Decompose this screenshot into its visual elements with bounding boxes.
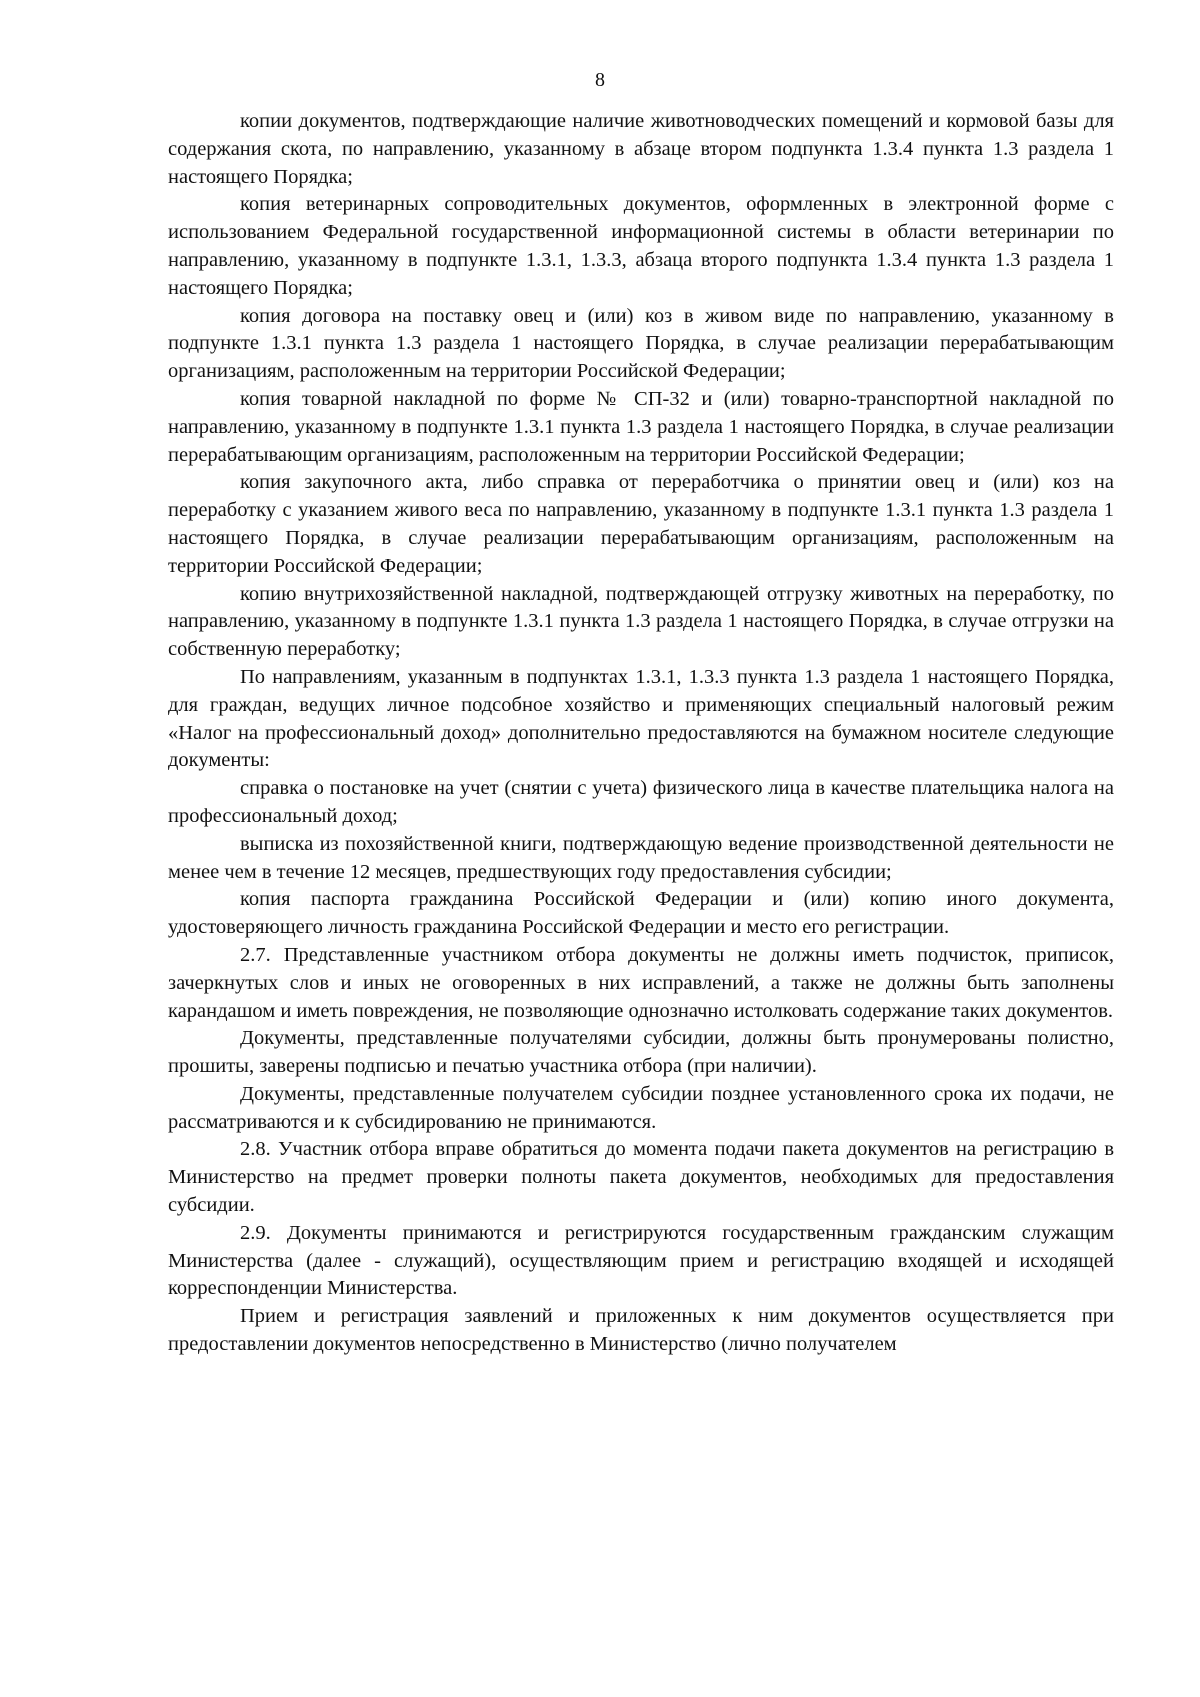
document-body xyxy=(168,108,1114,1359)
paragraph-household-book: выписка из похозяйственной книги, подтверждающую ведение производственной деятельности не менее чем в течение 12 месяцев, предшествующих году предоставления субсидии; xyxy=(168,832,1114,883)
paragraph-passport-copy: копия паспорта гражданина Российской Федерации и (или) копию иного документа, удостоверяющего личность гражданина Российской Федерации и место его регистрации. xyxy=(168,888,1114,939)
paragraph-supply-contract: копия договора на поставку овец и (или) коз в живом виде по направлению, указанному в подпункте 1.3.1 пункта 1.3 раздела 1 настоящего Порядка, в случае реализации перерабатывающим организациям, расположенным на территории Российской Федерации; xyxy=(168,304,1114,383)
paragraph-purchase-act: копия закупочного акта, либо справка от переработчика о принятии овец и (или) коз на переработку с указанием живого веса по направлению, указанному в подпункте 1.3.1 пункта 1.3 раздела 1 настоящего Порядка, в случае реализации перерабатывающим организациям, расположенным на территории Российской Федерации; xyxy=(168,471,1114,577)
paragraph-livestock-premises: копии документов, подтверждающие наличие животноводческих помещений и кормовой базы для содержания скота, по направлению, указанному в абзаце втором подпункта 1.3.4 пункта 1.3 раздела 1 настоящего Порядка; xyxy=(168,110,1114,188)
paragraph-acceptance: Прием и регистрация заявлений и приложенных к ним документов осуществляется при предоставлении документов непосредственно в Министерство (лично получателем xyxy=(168,1305,1114,1356)
paragraph-veterinary-documents: копия ветеринарных сопроводительных документов, оформленных в электронной форме с использованием Федеральной государственной информационной системы в области ветеринарии по направлению, указанному в подпункте 1.3.1, 1.3.3, абзаца второго подпункта 1.3.4 пункта 1.3 раздела 1 настоящего Порядка; xyxy=(168,193,1114,299)
paragraph-tax-registration: справка о постановке на учет (снятии с учета) физического лица в качестве плательщика налога на профессиональный доход; xyxy=(168,777,1114,827)
page-number: 8 xyxy=(595,69,605,91)
paragraph-2-9: 2.9. Документы принимаются и регистрируются государственным гражданским служащим Министерства (далее - служащий), осуществляющим прием и регистрацию входящей и исходящей корреспонденции Министерства. xyxy=(168,1221,1114,1300)
paragraph-2-7: 2.7. Представленные участником отбора документы не должны иметь подчисток, приписок, зачеркнутых слов и иных не оговоренных в них исправлений, а также не должны быть заполнены карандашом и иметь повреждения, не позволяющие однозначно истолковать содержание таких документов. xyxy=(168,943,1114,1022)
paragraph-numbering: Документы, представленные получателями субсидии, должны быть пронумерованы полистно, прошиты, заверены подписью и печатью участника отбора (при наличии). xyxy=(168,1027,1114,1078)
paragraph-internal-waybill: копию внутрихозяйственной накладной, подтверждающей отгрузку животных на переработку, по направлению, указанному в подпункте 1.3.1 пункта 1.3 раздела 1 настоящего Порядка, в случае отгрузки на собственную переработку; xyxy=(168,582,1114,661)
paragraph-waybill: копия товарной накладной по форме № СП-32 и (или) товарно-транспортной накладной по направлению, указанному в подпункте 1.3.1 пункта 1.3 раздела 1 настоящего Порядка, в случае реализации перерабатывающим организациям, расположенным на территории Российской Федерации; xyxy=(168,387,1114,466)
paragraph-self-employed-citizens: По направлениям, указанным в подпунктах 1.3.1, 1.3.3 пункта 1.3 раздела 1 настоящего Порядка, для граждан, ведущих личное подсобное хозяйство и применяющих специальный налоговый режим «Налог на профессиональный доход» дополнительно предоставляются на бумажном носителе следующие документы: xyxy=(168,665,1114,772)
paragraph-2-8: 2.8. Участник отбора вправе обратиться до момента подачи пакета документов на регистрацию в Министерство на предмет проверки полноты пакета документов, необходимых для предоставления субсидии. xyxy=(168,1138,1114,1217)
paragraph-late-submission: Документы, представленные получателем субсидии позднее установленного срока их подачи, не рассматриваются и к субсидированию не принимаются. xyxy=(168,1082,1114,1133)
